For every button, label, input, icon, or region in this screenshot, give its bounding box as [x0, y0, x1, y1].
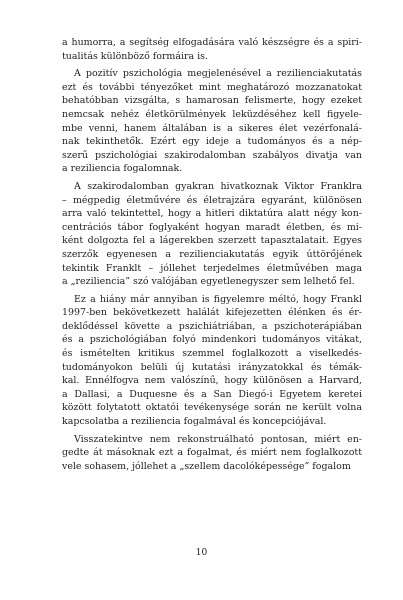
- text-line: nak tekinthetők. Ezért egy ideje a tudományos és a nép-: [62, 136, 362, 148]
- text-line: centrációs tábor foglyaként hogyan maradt életben, és mi-: [62, 221, 362, 233]
- text-line: – mégpedig életművére és életrajzára egyaránt, különösen: [62, 194, 362, 206]
- text-line: 1997-ben bekövetkezett halálát kifejezetten élénken és ér-: [62, 307, 362, 319]
- text-line: szerzők egyenesen a rezilienciakutatás egyik úttörőjének: [62, 248, 362, 260]
- text-line: A pozitív pszichológia megjelenésével a rezilienciakutatás: [74, 68, 362, 80]
- text-line: a Dallasi, a Duquesne és a San Diegó-i Egyetem keretei: [62, 388, 362, 400]
- text-line: vele sohasem, jóllehet a „szellem dacolóképessége” fogalom: [62, 460, 351, 472]
- paragraph: [62, 36, 362, 63]
- text-line: arra való tekintettel, hogy a hitleri diktatúra alatt négy kon-: [62, 208, 362, 220]
- text-line: kal. Ennélfogva nem valószínű, hogy különösen a Harvard,: [62, 375, 362, 387]
- text-line: és ismételten kritikus szemmel foglalkozott a viselkedés-: [62, 348, 362, 360]
- text-line: ezt és további tényezőket mint meghatározó mozzanatokat: [62, 81, 362, 93]
- text-line: ként dolgozta fel a lágerekben szerzett tapasztalatait. Egyes: [62, 235, 362, 247]
- text-line: Ez a hiány már annyiban is figyelemre méltó, hogy Frankl: [74, 293, 362, 305]
- text-line: és a pszichológiában folyó mindenkori tudományos vitákat,: [62, 334, 362, 346]
- text-line: Visszatekintve nem rekonstruálható pontosan, miért en-: [74, 433, 362, 445]
- text-line: deklődéssel követte a pszichiátriában, a pszichoterápiában: [62, 320, 362, 332]
- text-line: a reziliencia fogalomnak.: [62, 163, 183, 175]
- body-text: [62, 36, 362, 473]
- paragraph: [62, 67, 362, 176]
- text-line: tudományokon belüli új kutatási irányzatokkal és témák-: [62, 361, 362, 373]
- text-line: a humorra, a segítség elfogadására való készségre és a spiri-: [62, 37, 362, 48]
- paragraph: [62, 433, 362, 474]
- paragraph: [62, 293, 362, 429]
- text-line: A szakirodalomban gyakran hivatkoznak Viktor Franklra: [74, 180, 362, 192]
- text-line: kapcsolatba a reziliencia fogalmával és koncepciójával.: [62, 416, 327, 428]
- text-line: között folytatott oktatói tevékenysége során ne került volna: [62, 402, 362, 414]
- page-number: 10: [195, 548, 208, 558]
- text-line: gedte át másoknak ezt a fogalmat, és miért nem foglalkozott: [62, 447, 362, 459]
- text-line: tualitás különböző formáira is.: [62, 50, 209, 62]
- text-line: mbe venni, hanem általában is a sikeres élet vezérfonalá-: [62, 122, 362, 134]
- text-line: nemcsak nehéz életkörülmények leküzdéséhez kell figyele-: [62, 108, 362, 120]
- text-line: szerű pszichológiai szakirodalomban szabályos divatja van: [62, 149, 362, 161]
- text-line: behatóbban vizsgálta, s hamarosan felismerte, hogy ezeket: [62, 95, 362, 107]
- paragraph: [62, 180, 362, 289]
- text-line: tekintik Franklt – jóllehet terjedelmes életművében maga: [62, 262, 362, 274]
- text-line: a „reziliencia” szó valójában egyetlenegyszer sem lelhető fel.: [62, 276, 355, 288]
